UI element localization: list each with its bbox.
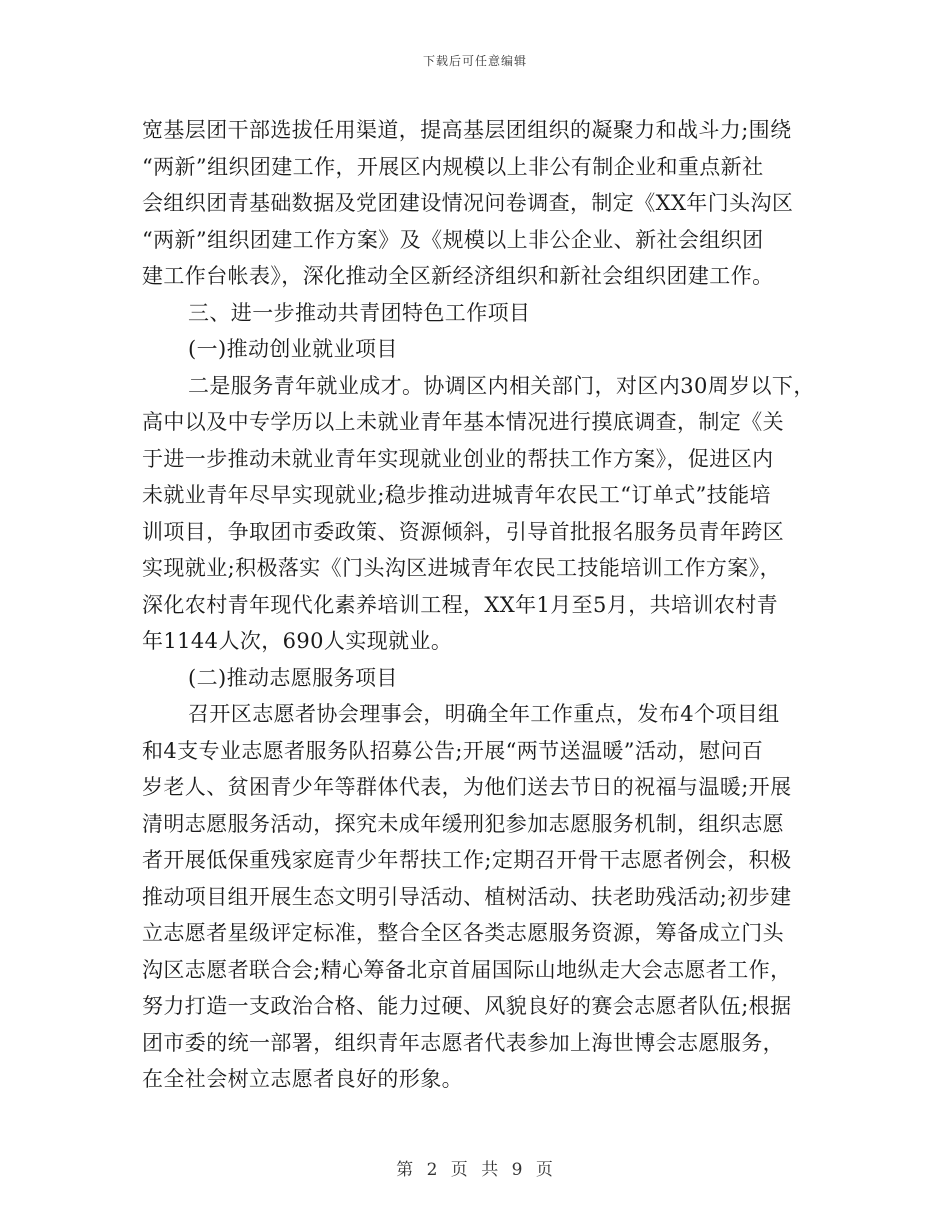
body-line: 年1144人次，690人实现就业。: [142, 629, 453, 653]
page-number-footer: 第 2 页 共 9 页: [396, 1160, 554, 1180]
body-line: 训项目，争取团市委政策、资源倾斜，引导首批报名服务员青年跨区: [142, 519, 784, 544]
body-line: 未就业青年尽早实现就业;稳步推动进城青年农民工“订单式”技能培: [142, 483, 771, 507]
body-line: 立志愿者星级评定标准，整合全区各类志愿服务资源，筹备成立门头: [142, 921, 784, 945]
body-line: 推动项目组开展生态文明引导活动、植树活动、扶老助残活动;初步建: [142, 884, 792, 909]
body-line: 会组织团青基础数据及党团建设情况问卷调查，制定《XX年门头沟区: [142, 191, 794, 215]
body-line: “两新”组织团建工作方案》及《规模以上非公企业、新社会组织团: [142, 227, 764, 252]
subsection-heading: (一)推动创业就业项目: [188, 337, 398, 361]
body-line: 在全社会树立志愿者良好的形象。: [142, 1067, 463, 1091]
body-line: 者开展低保重残家庭青少年帮扶工作;定期召开骨干志愿者例会，积极: [142, 848, 792, 872]
body-line: 宽基层团干部选拔任用渠道，提高基层团组织的凝聚力和战斗力;围绕: [142, 118, 792, 142]
body-line: 高中以及中专学历以上未就业青年基本情况进行摸底调查，制定《关: [142, 410, 784, 434]
body-line: 和4支专业志愿者服务队招募公告;开展“两节送温暖”活动，慰问百: [142, 738, 764, 763]
body-line: “两新”组织团建工作，开展区内规模以上非公有制企业和重点新社: [142, 154, 764, 179]
body-line: 努力打造一支政治合格、能力过硬、风貌良好的赛会志愿者队伍;根据: [142, 994, 792, 1018]
body-line: 于进一步推动未就业青年实现就业创业的帮扶工作方案》，促进区内: [142, 446, 774, 471]
body-line: 深化农村青年现代化素养培训工程，XX年1月至5月，共培训农村青: [142, 592, 779, 617]
section-heading: 三、进一步推动共青团特色工作项目: [188, 300, 531, 325]
subsection-heading: (二)推动志愿服务项目: [188, 665, 398, 690]
body-line: 团市委的统一部署，组织青年志愿者代表参加上海世博会志愿服务，: [142, 1030, 784, 1055]
body-line: 建工作台帐表》，深化推动全区新经济组织和新社会组织团建工作。: [142, 264, 774, 288]
body-line: 清明志愿服务活动，探究未成年缓刑犯参加志愿服务机制，组织志愿: [142, 811, 784, 836]
paragraph-start-line: 召开区志愿者协会理事会，明确全年工作重点，发布4个项目组: [188, 702, 780, 726]
page-header: 下载后可任意编辑: [422, 54, 527, 68]
body-line: 沟区志愿者联合会;精心筹备北京首届国际山地纵走大会志愿者工作，: [142, 957, 792, 982]
document-body: [142, 112, 822, 1098]
body-line: 岁老人、贫困青少年等群体代表，为他们送去节日的祝福与温暖;开展: [142, 775, 792, 799]
body-line: 实现就业;积极落实《门头沟区进城青年农民工技能培训工作方案》，: [142, 556, 781, 580]
paragraph-start-line: 二是服务青年就业成才。协调区内相关部门，对区内30周岁以下，: [188, 373, 815, 398]
